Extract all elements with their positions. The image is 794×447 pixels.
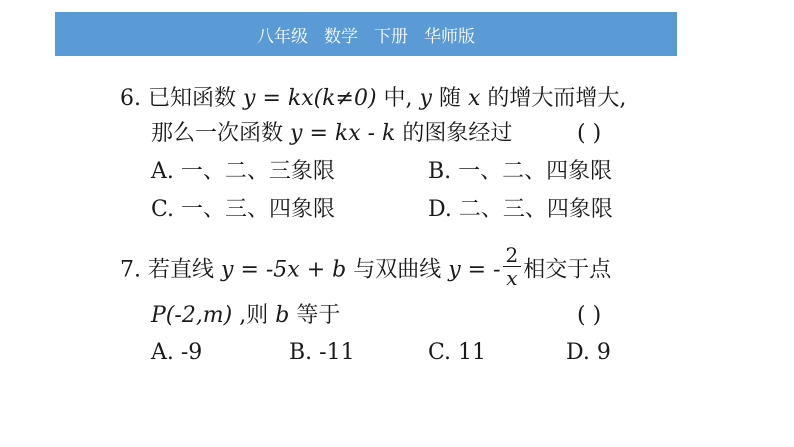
q7-fraction: $\frac{2}{x}$ — [503, 244, 522, 289]
q7-stem-line2: P(-2,m) ,则 b 等于 — [151, 303, 341, 328]
q6-option-d: D. 二、三、四象限 — [428, 197, 613, 222]
q7-option-c: C. 11 — [428, 340, 487, 365]
header-edition: 华师版 — [424, 26, 475, 47]
q7-option-d: D. 9 — [566, 340, 611, 365]
q6-function: y = kx(k≠0) — [243, 86, 377, 111]
header-grade: 八年级 — [257, 26, 308, 47]
q7-point: P(-2,m) — [151, 303, 233, 328]
q6-option-c: C. 一、三、四象限 — [151, 197, 336, 222]
q7-hyperbola-equation: y = - — [448, 257, 501, 283]
header-volume: 下册 — [374, 26, 408, 47]
q6-linear-function: y = kx - k — [290, 121, 396, 146]
header-subject: 数学 — [324, 26, 358, 47]
q7-number: 7. — [120, 257, 141, 283]
q7-option-a: A. -9 — [151, 340, 203, 365]
q6-stem-line2: 那么一次函数 y = kx - k 的图象经过 — [151, 121, 513, 146]
q7-option-b: B. -11 — [289, 340, 355, 365]
q7-answer-blank: ( ) — [577, 303, 602, 328]
q6-stem-line1: 6. 已知函数 y = kx(k≠0) 中, y 随 x 的增大而增大, — [120, 86, 627, 111]
q6-option-b: B. 一、二、四象限 — [428, 159, 613, 184]
q7-line-equation: y = -5x + b — [221, 257, 347, 283]
q6-number: 6. — [120, 86, 141, 111]
header-banner — [55, 12, 677, 56]
q6-option-a: A. 一、二、三象限 — [151, 159, 335, 184]
q7-stem-line1: 7. 若直线 y = -5x + b 与双曲线 y = - $\frac{2}{x}$ 相交于点 — [120, 243, 612, 290]
q6-answer-blank: ( ) — [577, 121, 602, 146]
